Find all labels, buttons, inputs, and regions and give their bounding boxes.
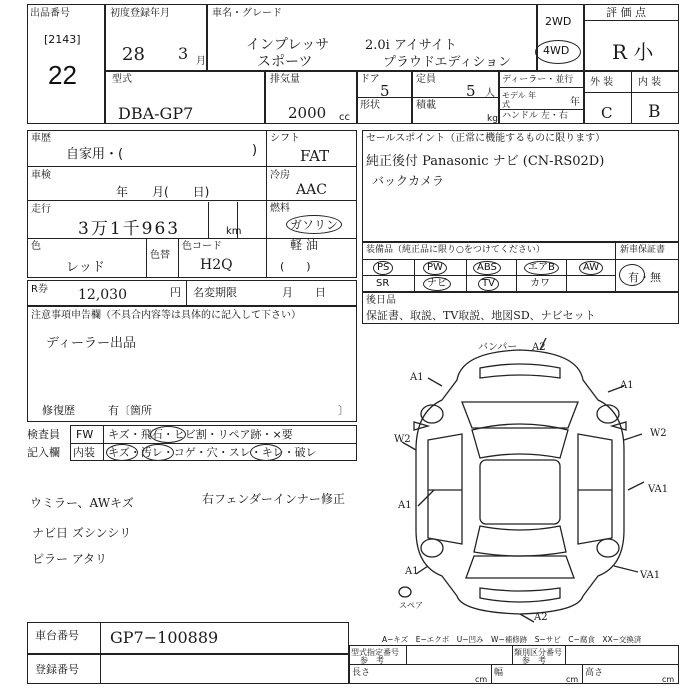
- lot-number: 22: [48, 60, 77, 90]
- shift-value: FAT: [300, 147, 330, 165]
- diag-right-va1-low: VA1: [640, 570, 661, 581]
- front-bumper: [480, 364, 560, 378]
- grade-line1: 2.0i アイサイト: [365, 38, 457, 53]
- diag-top-label: バンパー: [478, 342, 518, 353]
- equip-navi: ナビ: [423, 277, 451, 291]
- fuel-label: 燃料: [270, 203, 290, 214]
- roof: [480, 460, 560, 524]
- color-label: 色: [31, 241, 41, 252]
- equip-abs: ABS: [473, 261, 501, 275]
- mileage-label: 走行: [31, 204, 51, 215]
- exterior-value: C: [601, 104, 613, 122]
- month-unit: 月: [196, 56, 206, 67]
- recycle-label: R券: [31, 284, 48, 295]
- equip-pw: PW: [423, 261, 447, 275]
- fw-label: FW: [76, 428, 94, 441]
- model-year-label: モデル 年式: [502, 91, 537, 109]
- mark-circle-rub: [250, 444, 282, 461]
- capacity-unit: 人: [485, 88, 495, 99]
- remark-line3: ピラー アタリ: [32, 552, 107, 566]
- right-doors: [578, 434, 612, 544]
- equip-airbag: エアB: [524, 261, 559, 275]
- left-doors: [428, 434, 462, 544]
- warranty-label: 新車保証書: [620, 245, 666, 255]
- interior-value: B: [648, 102, 661, 122]
- inspection-value: 年 月( 日): [116, 185, 210, 199]
- eval-value: R 小: [612, 40, 654, 64]
- notes-label: 注意事項申告欄（不具合内容等は具体的に記入して下さい）: [31, 310, 301, 321]
- width-unit: cm: [566, 675, 579, 684]
- diag-top-a2: A2: [532, 342, 546, 353]
- callout-line: [418, 490, 434, 506]
- chassis-label: 車台番号: [35, 629, 79, 642]
- handle-label: ハンドル 左・右: [502, 111, 568, 121]
- lot-code: [2143]: [44, 33, 81, 46]
- category-ref: 参 考: [522, 656, 546, 665]
- notes-value: ディーラー出品: [46, 336, 136, 351]
- capacity-value: 5: [466, 82, 476, 100]
- mileage-value: 3万1千963: [78, 219, 181, 239]
- windshield: [472, 424, 568, 458]
- eval-label: 評 価 点: [606, 6, 646, 19]
- equip-sr: SR: [376, 278, 390, 289]
- notes-box: [27, 306, 357, 422]
- year-unit: 年: [570, 97, 580, 108]
- grade-line2: プラウドエディション: [383, 55, 512, 70]
- diag-bottom-a2: A2: [534, 612, 548, 623]
- rear-window: [474, 526, 566, 556]
- diag-spare-label: スペア: [399, 601, 423, 610]
- diag-left-a1-low: A1: [405, 566, 419, 577]
- displacement-value: 2000: [288, 104, 327, 122]
- inspection-label: 車検: [31, 170, 51, 181]
- diag-right-w2: W2: [650, 428, 667, 439]
- aircon-value: AAC: [296, 182, 327, 198]
- writer-label: 記入欄: [27, 446, 60, 459]
- mileage-unit: km: [226, 226, 242, 237]
- width-label: 幅: [494, 668, 504, 678]
- equip-aw: AW: [579, 261, 603, 275]
- inspector-row2: キズ・汚レ・コゲ・穴・スレ・キレ・破レ: [108, 446, 317, 459]
- drive-2wd: 2WD: [545, 15, 572, 28]
- inspector-label: 検査員: [27, 428, 60, 441]
- callout-line: [624, 434, 642, 440]
- repair-label: 修復歴: [42, 404, 75, 417]
- equip-ps: PS: [373, 261, 393, 275]
- first-reg-year: 28: [122, 44, 145, 65]
- fuel-diesel: 軽 油: [290, 238, 318, 252]
- wheel-rear-right: [597, 539, 619, 557]
- displacement-unit: cc: [339, 112, 350, 123]
- length-label: 長さ: [352, 668, 371, 678]
- warranty-value: 有・無: [628, 271, 661, 284]
- callout-line: [628, 482, 644, 490]
- registration-label: 登録番号: [35, 663, 79, 676]
- sales-line2: バックカメラ: [372, 174, 445, 188]
- interior-row-label: 内装: [73, 446, 95, 459]
- model-value: DBA-GP7: [118, 104, 194, 123]
- load-unit: kg: [487, 114, 498, 124]
- exterior-label: 外 装: [590, 77, 614, 88]
- diag-left-w2: W2: [394, 434, 411, 445]
- drive-4wd: 4WD: [543, 44, 570, 57]
- chassis-value: GP7−100889: [110, 628, 219, 647]
- height-label: 高さ: [585, 668, 604, 678]
- aircon-label: 冷房: [270, 170, 290, 181]
- history-value: 自家用・(: [66, 147, 124, 162]
- inspector-row1: キズ・飛石・ヒビ割・リペア跡・×要: [108, 428, 293, 441]
- callout-line: [614, 566, 638, 572]
- spare-tire: [399, 587, 411, 597]
- dealer-label: ディーラー・並行: [502, 75, 574, 85]
- color-value: レッド: [66, 260, 105, 275]
- equipment-label: 装備品（純正品に限り○をつけてください）: [366, 245, 545, 255]
- equip-leather: カワ: [530, 278, 550, 289]
- specified-ref: 参 考: [360, 656, 384, 665]
- category-label: 類別区分番号: [514, 648, 562, 657]
- capacity-label: 定員: [416, 74, 436, 85]
- sales-line1: 純正後付 Panasonic ナビ (CN-RS02D): [366, 154, 605, 169]
- wheel-rear-left: [421, 539, 443, 557]
- callout-line: [520, 614, 534, 622]
- mark-circle-stain: [142, 444, 174, 461]
- repair-close: 〕: [338, 404, 349, 417]
- wheel-front-left: [421, 405, 443, 423]
- sales-label: セールスポイント（正常に機能するものに限ります）: [366, 133, 606, 144]
- remark-line1a: ウミラー、AWキズ: [30, 496, 134, 510]
- trunk: [466, 556, 574, 578]
- car-name-line1: インプレッサ: [246, 37, 330, 53]
- diag-right-va1: VA1: [648, 484, 669, 495]
- fuel-gas: ガソリン: [286, 215, 342, 234]
- load-label: 積載: [416, 100, 436, 111]
- car-outline: [416, 350, 624, 614]
- callout-line: [428, 378, 442, 386]
- warranty-circle: [619, 264, 645, 286]
- lot-label: 出品番号: [30, 8, 70, 19]
- diag-left-a1-mid: A1: [398, 500, 412, 511]
- mark-circle-stone: [150, 426, 186, 443]
- history-label: 車歴: [31, 133, 51, 144]
- rear-items-label: 後日品: [366, 295, 396, 306]
- history-close: ): [252, 143, 258, 158]
- color-code-value: H2Q: [200, 257, 233, 273]
- repair-value: 有〔箇所: [108, 404, 152, 417]
- yen-label: 円: [170, 286, 181, 299]
- specified-label: 型式指定番号: [351, 648, 399, 657]
- recycle-value: 12,030: [78, 287, 127, 303]
- height-unit: cm: [662, 675, 675, 684]
- rear-bumper: [480, 588, 560, 602]
- fuel-other: ( ): [280, 260, 311, 273]
- diag-right-a1-top: A1: [620, 380, 634, 391]
- wheel-front-right: [597, 405, 619, 423]
- equip-tv: TV: [478, 277, 499, 291]
- remark-line2: ナビ日 ズシンシリ: [32, 526, 132, 540]
- model-label: 型式: [112, 74, 132, 85]
- rear-items-value: 保証書、取説、TV取説、地図SD、ナビセット: [366, 309, 596, 322]
- remark-line1b: 右フェンダーインナー修正: [202, 492, 345, 506]
- damage-legend: A−キズ E−エクボ U−凹み W−補修跡 S−サビ C−腐食 XX−交換済: [382, 635, 642, 644]
- shape-label: 形状: [360, 100, 380, 111]
- name-change-label: 名変期限: [193, 286, 237, 299]
- displacement-label: 排気量: [270, 74, 300, 85]
- length-unit: cm: [475, 675, 488, 684]
- diag-left-a1-top: A1: [410, 372, 424, 383]
- first-reg-month: 3: [178, 44, 189, 63]
- doors-label: ドア: [360, 74, 380, 85]
- car-name-label: 車名・グレード: [212, 8, 282, 19]
- doors-value: 5: [380, 82, 390, 100]
- interior-label: 内 装: [638, 77, 662, 88]
- first-reg-label: 初度登録年月: [110, 8, 170, 19]
- color-code-label: 色コード: [182, 241, 222, 252]
- name-change-value: 月 日: [282, 286, 326, 299]
- car-name-line2: スポーツ: [257, 54, 313, 70]
- mark-circle-scratch: [106, 444, 138, 461]
- color-change-label: 色替: [150, 250, 170, 261]
- shift-label: シフト: [270, 133, 300, 144]
